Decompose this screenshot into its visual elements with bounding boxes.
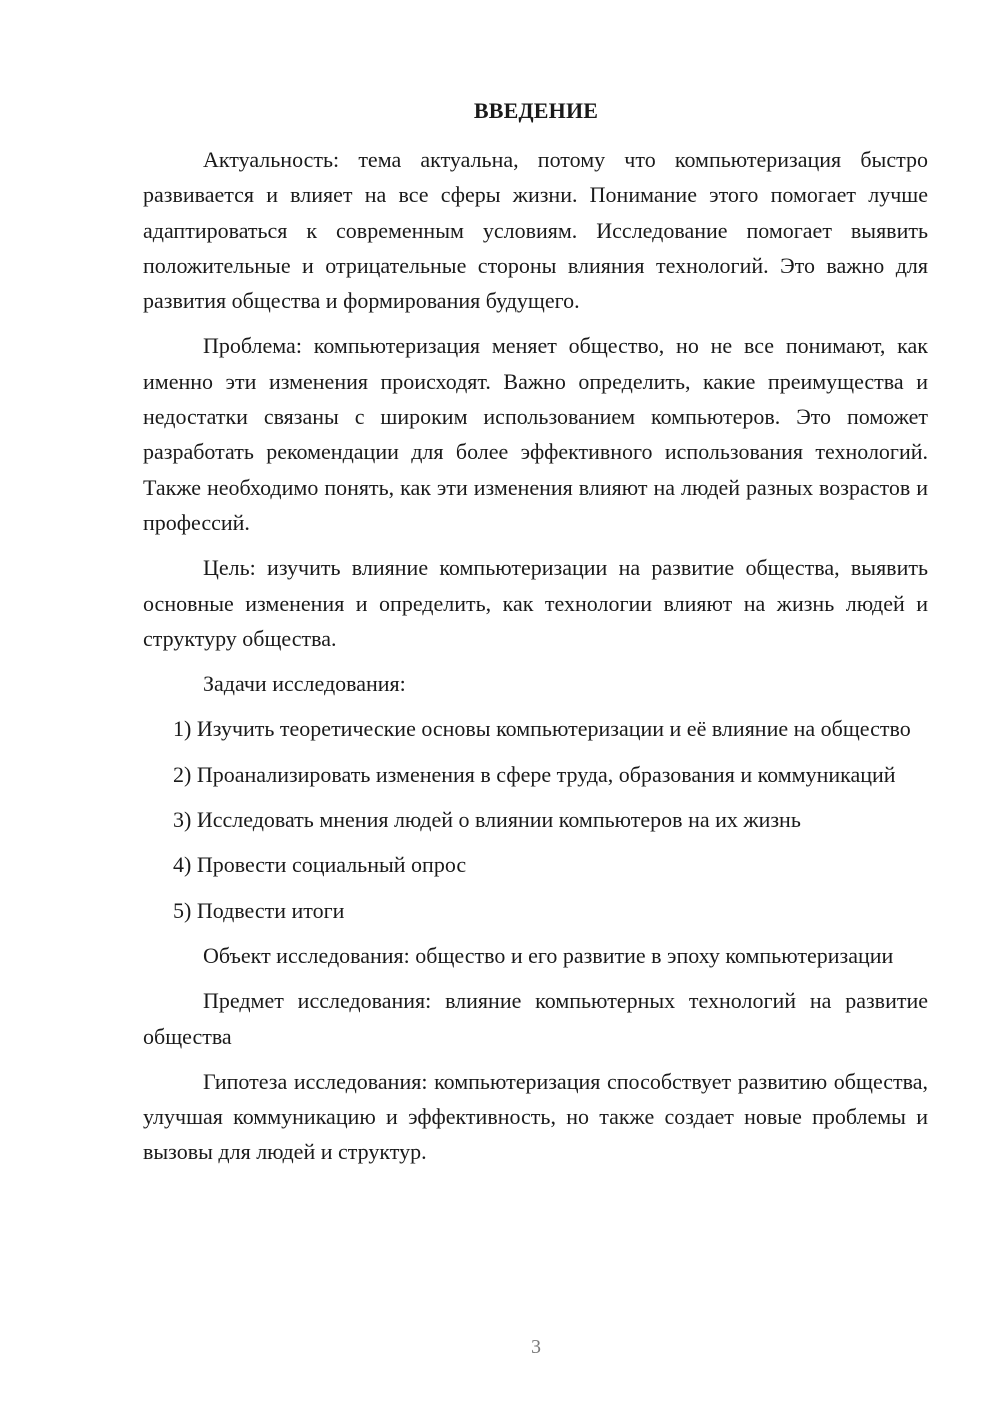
task-item-3: 3) Исследовать мнения людей о влиянии компьютеров на их жизнь [173, 807, 801, 833]
task-item-2: 2) Проанализировать изменения в сфере труда, образования и коммуникаций [173, 761, 896, 787]
page-title: ВВЕДЕНИЕ [473, 98, 599, 123]
paragraph-goal: Цель: изучить влияние компьютеризации на развитие общества, выявить основные изменения и определить, как технологии влияют на жизнь людей и структуру общества. [143, 555, 928, 651]
paragraph-problem: Проблема: компьютеризация меняет общество, но не все понимают, как именно эти изменения происходят. Важно определить, какие преимущества и недостатки связаны с широким использованием компьютеров. Это поможет разработать рекомендации для более эффективного использования технологий. Также необходимо понять, как эти изменения влияют на людей разных возрастов и профессий. [143, 333, 928, 535]
paragraph-subject: Предмет исследования: влияние компьютерных технологий на развитие общества [143, 988, 928, 1049]
paragraph-hypothesis: Гипотеза исследования: компьютеризация способствует развитию общества, улучшая коммуникацию и эффективность, но также создает новые проблемы и вызовы для людей и структур. [143, 1068, 928, 1165]
paragraph-object: Объект исследования: общество и его развитие в эпоху компьютеризации [203, 942, 894, 968]
document-body [143, 142, 928, 1180]
task-item-1: 1) Изучить теоретические основы компьютеризации и её влияние на общество [173, 716, 911, 742]
paragraph-relevance: Актуальность: тема актуальна, потому что компьютеризация быстро развивается и влияет на все сферы жизни. Понимание этого помогает лучше адаптироваться к современным условиям. Исследование помогает выявить положительные и отрицательные стороны влияния технологий. Это важно для развития общества и формирования будущего. [143, 147, 928, 314]
page-number: 3 [531, 1336, 541, 1358]
task-item-5: 5) Подвести итоги [173, 897, 345, 923]
paragraph-tasks-heading: Задачи исследования: [203, 671, 406, 697]
task-item-4: 4) Провести социальный опрос [173, 852, 467, 878]
